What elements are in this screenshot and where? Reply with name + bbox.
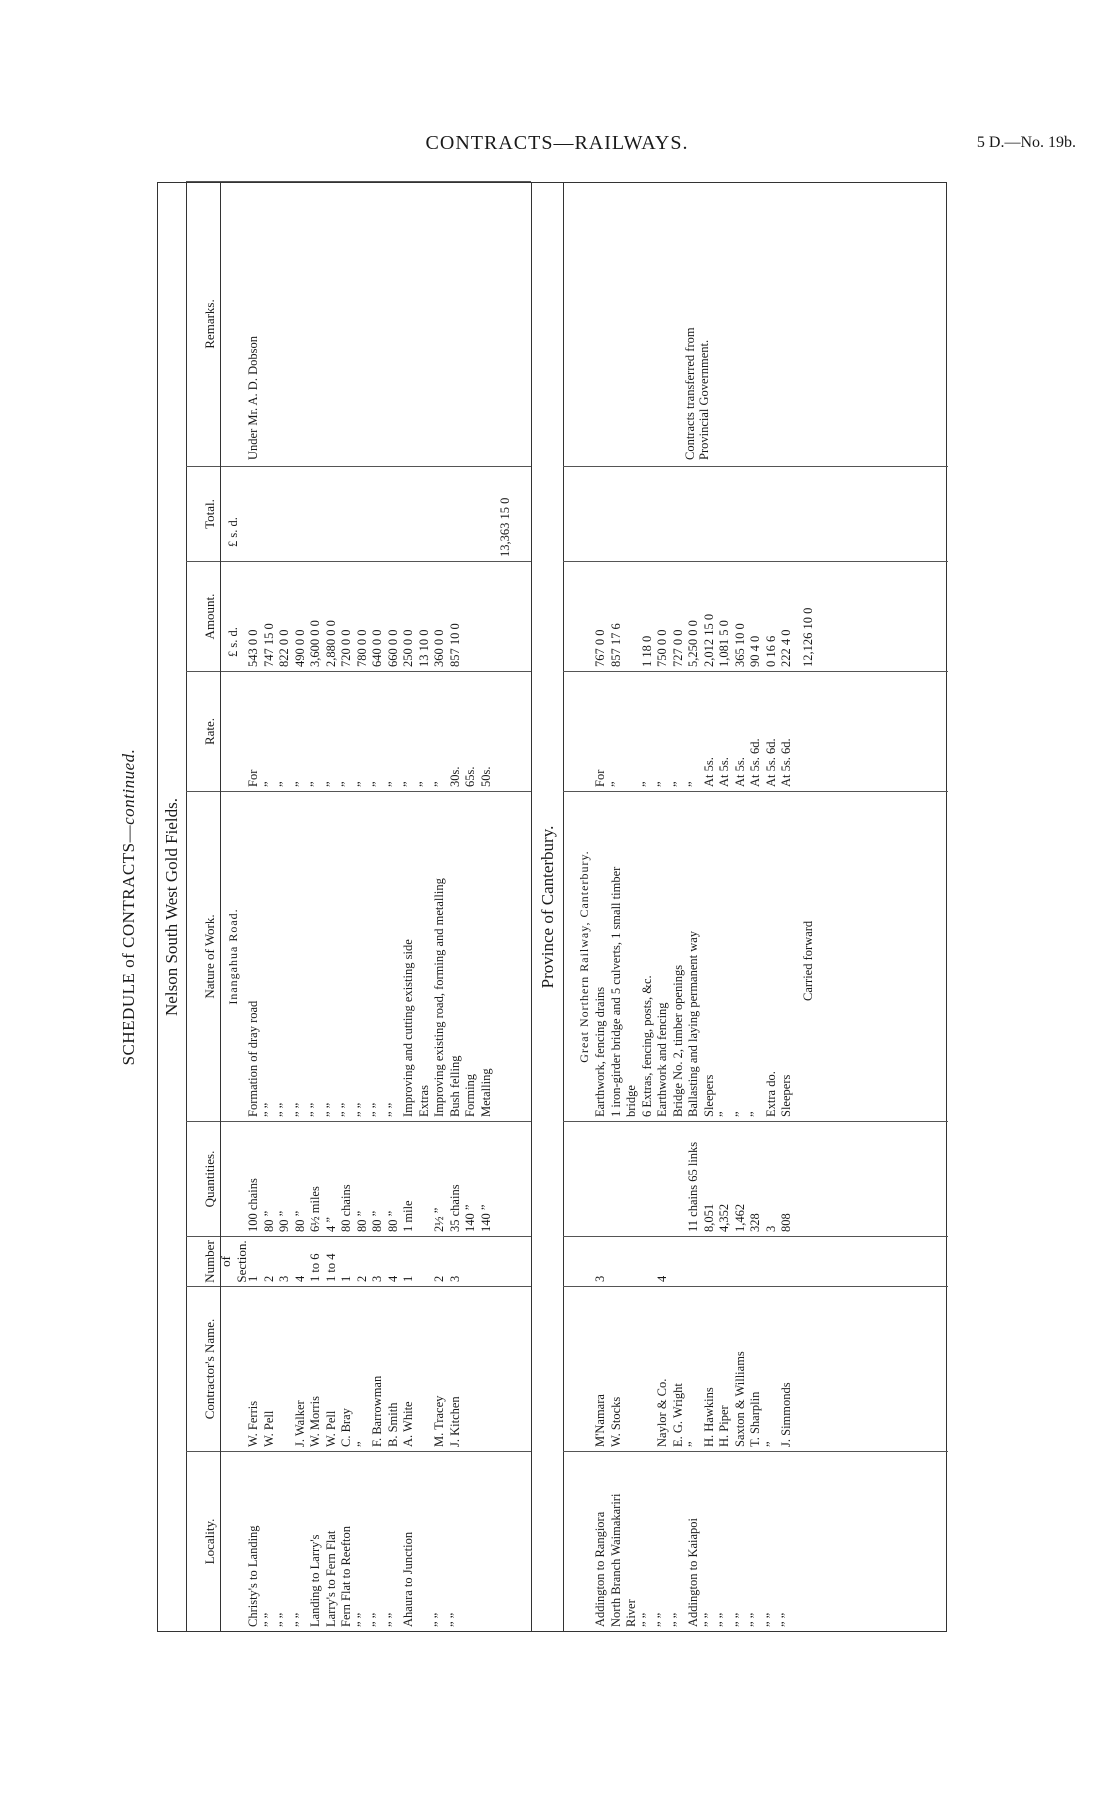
cell-nature: ” [717,1111,731,1117]
carried-forward-label: Carried forward [800,920,815,1001]
cell-contractor: C. Bray [339,1408,353,1447]
cell-section: 3 [370,1275,384,1282]
cell-contractor: W. Stocks [608,1396,623,1447]
cell-contractor: H. Piper [717,1405,731,1447]
cell-contractor: J. Simmonds [779,1382,793,1447]
cell-locality: ” ” [732,1612,747,1627]
cell-contractor: J. Walker [292,1400,307,1447]
cell-amount: 3,600 0 0 [308,620,322,667]
cell-amount: 543 0 0 [246,629,260,667]
column-header-rate: Rate. [202,717,217,746]
column-nature [563,791,948,1121]
cell-rate: At 5s. [717,757,731,787]
cell-rate: At 5s. 6d. [779,738,793,787]
schedule-table [157,182,947,1632]
cell-section: 1 [339,1275,353,1282]
column-header-contractor: Contractor's Name. [202,1318,217,1420]
cell-amount: 0 16 6 [763,635,778,667]
cell-nature: ” [732,1111,747,1117]
cell-locality: ” ” [354,1612,369,1627]
cell-nature: bridge [624,1085,638,1117]
cell-contractor: W. Pell [261,1410,276,1447]
cell-rate: 65s. [463,766,477,787]
cell-contractor: H. Hawkins [701,1387,716,1447]
cell-locality: ” ” [779,1612,793,1627]
cell-locality: ” ” [655,1612,669,1627]
cell-locality: ” ” [370,1612,384,1627]
cell-locality: River [624,1599,638,1627]
cell-nature: Extras [416,1085,431,1117]
cell-locality: Addington to Kaiapoi [686,1517,700,1627]
cell-rate: At 5s. 6d. [763,738,778,787]
cell-quantities: 90 ” [277,1210,291,1232]
nelson-total: 13,363 15 0 [498,497,512,557]
cell-locality: Addington to Rangiora [593,1511,607,1627]
cell-locality: ” ” [717,1612,731,1627]
cell-section: 2 [354,1275,369,1282]
cell-rate: ” [608,781,623,787]
cell-contractor: ” [763,1441,778,1447]
cell-contractor: E. G. Wright [670,1383,685,1447]
lsd-label: £ s. d. [226,517,240,547]
cell-section: 2 [432,1275,446,1282]
cell-rate: ” [686,781,700,787]
nelson-columns [186,183,531,1631]
cell-rate: At 5s. [732,757,747,787]
cell-amount: 222 4 0 [779,629,793,667]
cell-contractor: W. Pell [323,1410,338,1447]
column-total [563,466,948,561]
cell-contractor: F. Barrowman [370,1375,384,1447]
lsd-label: £ s. d. [226,627,240,657]
cell-section: 1 [401,1275,415,1282]
cell-rate: ” [261,781,276,787]
column-quantities [563,1121,948,1236]
cell-contractor: ” [686,1441,700,1447]
canterbury-columns [563,183,948,1631]
cell-amount: 857 17 6 [608,623,623,667]
cell-nature: Improving and cutting existing side [401,939,415,1117]
cell-amount: 720 0 0 [339,629,353,667]
cell-rate: At 5s. [701,757,716,787]
cell-contractor: W. Morris [308,1396,322,1447]
cell-locality: ” ” [432,1612,446,1627]
cell-nature: Forming [463,1073,477,1117]
cell-nature: Extra do. [763,1071,778,1117]
cell-contractor: M. Tracey [432,1395,446,1447]
column-total [186,466,531,561]
cell-quantities: 140 ” [463,1204,477,1232]
column-section [563,1236,948,1286]
column-header-amount: Amount. [202,593,217,640]
cell-quantities: 11 chains 65 links [686,1141,700,1232]
cell-nature: Improving existing road, forming and metalling [432,878,446,1117]
cell-amount: 2,012 15 0 [701,613,716,667]
cell-quantities: 35 chains [447,1184,462,1232]
column-locality [186,1451,531,1631]
cell-section: 3 [593,1275,607,1282]
cell-nature: Earthwork, fencing drains [593,986,607,1117]
cell-quantities: 808 [779,1213,793,1232]
cell-rate: ” [323,781,338,787]
cell-amount: 2,880 0 0 [323,620,338,667]
carried-forward-amount: 12,126 10 0 [800,607,815,667]
divider [531,183,532,1631]
cell-rate: ” [401,781,415,787]
cell-rate: ” [339,781,353,787]
cell-amount: 490 0 0 [292,629,307,667]
cell-rate: ” [292,781,307,787]
cell-nature: ” [748,1111,762,1117]
sub-heading: Inangahua Road. [226,908,240,1005]
cell-quantities: 4,352 [717,1203,731,1232]
cell-contractor: B. Smith [385,1402,400,1447]
cell-locality: ” ” [261,1612,276,1627]
column-header-remarks: Remarks. [202,299,217,349]
cell-rate: ” [416,781,431,787]
cell-amount: 640 0 0 [370,629,384,667]
cell-locality: North Branch Waimakariri [608,1493,623,1627]
canterbury-heading: Province of Canterbury. [538,825,557,989]
column-amount [186,561,531,671]
cell-amount: 360 0 0 [432,629,446,667]
cell-nature: Ballasting and laying permanent way [686,930,700,1117]
column-locality [563,1451,948,1631]
cell-section: 1 [246,1275,260,1282]
cell-rate: For [246,769,260,787]
divider [220,183,221,1631]
cell-nature: Sleepers [701,1074,716,1117]
cell-rate: ” [432,781,446,787]
cell-quantities: 328 [748,1213,762,1232]
column-rate [186,671,531,791]
cell-section: 4 [655,1275,669,1282]
cell-locality: ” ” [447,1612,462,1627]
column-header-total: Total. [202,499,217,529]
column-rate [563,671,948,791]
nelson-heading: Nelson South West Gold Fields. [162,798,181,1016]
cell-amount: 727 0 0 [670,629,685,667]
cell-nature: Formation of dray road [246,1000,260,1117]
column-nature [186,791,531,1121]
cell-quantities: 1 mile [401,1200,415,1232]
cell-rate: ” [308,781,322,787]
cell-amount: 660 0 0 [385,629,400,667]
page-title: CONTRACTS—RAILWAYS. [425,132,689,154]
cell-locality: Christy's to Landing [246,1525,260,1627]
cell-locality: ” ” [670,1612,685,1627]
cell-section: 3 [447,1275,462,1282]
cell-amount: 747 15 0 [261,623,276,667]
cell-amount: 780 0 0 [354,629,369,667]
cell-quantities: 100 chains [246,1178,260,1232]
cell-rate: 50s. [478,766,493,787]
cell-quantities: 2½ ” [432,1207,446,1232]
cell-nature: ” ” [339,1102,353,1117]
cell-locality: ” ” [385,1612,400,1627]
column-header-nature: Nature of Work. [202,914,217,999]
cell-rate: 30s. [447,766,462,787]
cell-quantities: 80 ” [385,1210,400,1232]
schedule-title-italic: continued. [119,748,138,825]
cell-section: 4 [385,1275,400,1282]
cell-locality: ” ” [277,1612,291,1627]
cell-locality: ” ” [701,1612,716,1627]
cell-quantities: 8,051 [701,1203,716,1232]
cell-contractor: T. Sharplin [748,1391,762,1447]
remark-text: Contracts transferred from Provincial Government. [683,327,711,460]
column-contractor [186,1286,531,1451]
cell-contractor: M'Namara [593,1394,607,1447]
cell-section: 3 [277,1275,291,1282]
cell-amount: 767 0 0 [593,629,607,667]
cell-nature: Sleepers [779,1074,793,1117]
cell-locality: Fern Flat to Reefton [339,1525,353,1627]
cell-quantities: 80 ” [292,1210,307,1232]
cell-quantities: 80 ” [370,1210,384,1232]
cell-locality: ” ” [639,1612,654,1627]
column-amount [563,561,948,671]
cell-amount: 1 18 0 [639,635,654,667]
cell-nature: 6 Extras, fencing, posts, &c. [639,975,654,1117]
cell-nature: ” ” [385,1102,400,1117]
cell-section: 1 to 6 [308,1253,322,1282]
cell-quantities: 3 [763,1225,778,1232]
cell-quantities: 80 ” [354,1210,369,1232]
cell-rate: ” [639,781,654,787]
cell-section: 1 to 4 [323,1253,338,1282]
cell-nature: ” ” [277,1102,291,1117]
cell-locality: ” ” [748,1612,762,1627]
cell-quantities: 80 chains [339,1184,353,1232]
column-remarks [186,181,531,466]
cell-section: 2 [261,1275,276,1282]
cell-rate: ” [370,781,384,787]
cell-contractor: ” [354,1441,369,1447]
cell-rate: At 5s. 6d. [748,738,762,787]
cell-rate: ” [385,781,400,787]
cell-contractor: Saxton & Williams [732,1351,747,1447]
cell-amount: 5,250 0 0 [686,620,700,667]
cell-contractor: A. White [401,1401,415,1447]
cell-rate: ” [354,781,369,787]
cell-amount: 750 0 0 [655,629,669,667]
cell-rate: For [593,769,607,787]
schedule-title [119,182,145,1632]
cell-locality: ” ” [292,1612,307,1627]
cell-nature: Metalling [478,1068,493,1117]
column-quantities [186,1121,531,1236]
cell-locality: Larry's to Fern Flat [323,1530,338,1627]
cell-contractor: W. Ferris [246,1400,260,1447]
cell-nature: Bridge No. 2, timber openings [670,964,685,1117]
cell-rate: ” [670,781,685,787]
cell-amount: 822 0 0 [277,629,291,667]
cell-nature: ” ” [370,1102,384,1117]
remark-text: Under Mr. A. D. Dobson [246,336,260,460]
cell-amount: 1,081 5 0 [717,620,731,667]
cell-locality: ” ” [763,1612,778,1627]
cell-rate: ” [277,781,291,787]
cell-amount: 857 10 0 [447,623,462,667]
cell-quantities: 80 ” [261,1210,276,1232]
page-reference: 5 D.—No. 19b. [976,134,1076,151]
column-header-quantities: Quantities. [202,1150,217,1208]
cell-amount: 365 10 0 [732,623,747,667]
column-header-locality: Locality. [202,1518,217,1565]
cell-contractor: Naylor & Co. [655,1378,669,1447]
cell-nature: ” ” [292,1102,307,1117]
cell-amount: 13 10 0 [416,629,431,667]
cell-nature: ” ” [308,1102,322,1117]
schedule-title-text: SCHEDULE of CONTRACTS— [119,824,138,1066]
cell-nature: 1 iron-girder bridge and 5 culverts, 1 small timber [608,866,623,1117]
cell-quantities: 4 ” [323,1217,338,1232]
cell-contractor: J. Kitchen [447,1396,462,1447]
column-header-section: Number of Section. [202,1240,249,1283]
cell-quantities: 1,462 [732,1203,747,1232]
cell-quantities: 6½ miles [308,1186,322,1232]
cell-locality: Ahaura to Junction [401,1531,415,1627]
column-remarks [563,181,948,466]
cell-nature: Earthwork and fencing [655,1002,669,1117]
rotated-schedule [119,182,955,1632]
cell-quantities: 140 ” [478,1204,493,1232]
cell-nature: ” ” [261,1102,276,1117]
column-section [186,1236,531,1286]
cell-section: 4 [292,1275,307,1282]
cell-amount: 90 4 0 [748,635,762,667]
cell-rate: ” [655,781,669,787]
cell-nature: ” ” [354,1102,369,1117]
sub-heading: Great Northern Railway, Canterbury. [577,850,591,1063]
cell-locality: Landing to Larry's [308,1534,322,1627]
cell-amount: 250 0 0 [401,629,415,667]
cell-nature: Bush felling [447,1055,462,1117]
cell-nature: ” ” [323,1102,338,1117]
column-contractor [563,1286,948,1451]
